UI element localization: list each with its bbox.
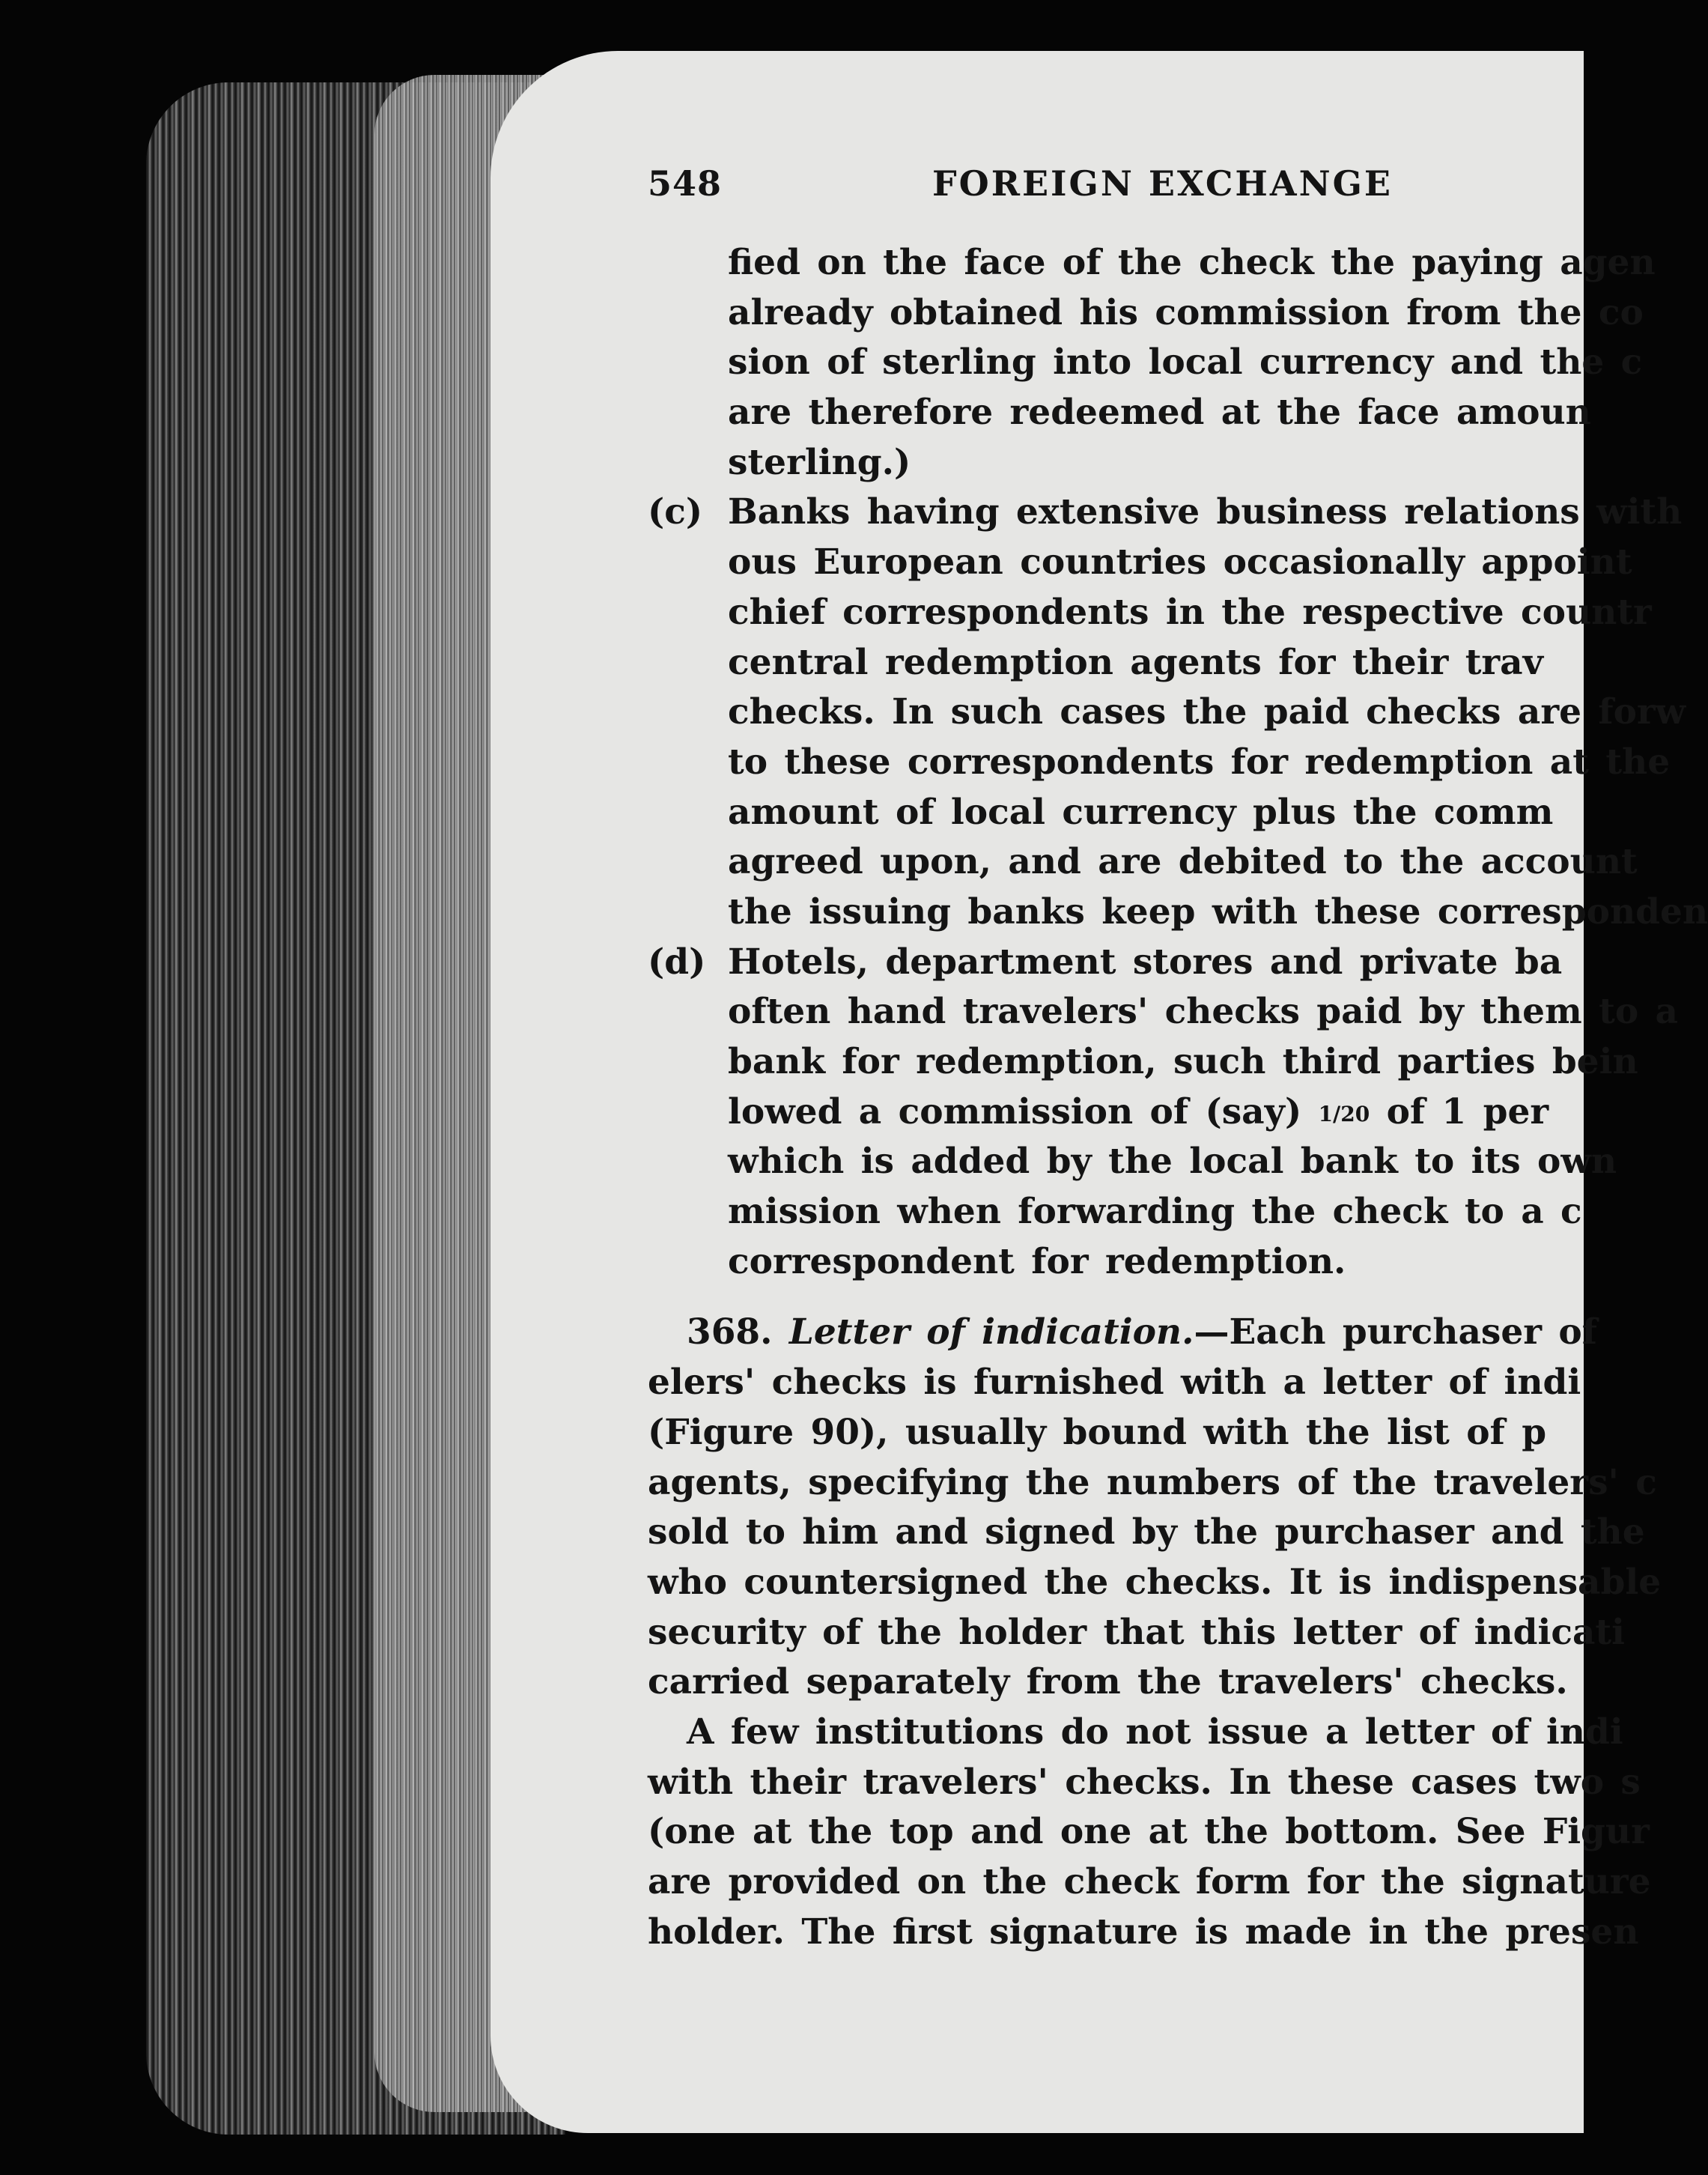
text-line: A few institutions do not issue a letter of indi	[687, 1711, 1623, 1753]
list-item-c-first-line: (c) Banks having extensive business relations with	[648, 488, 1696, 538]
section-title: Letter of indication.	[788, 1311, 1194, 1353]
text-line: sion of sterling into local currency and the c	[728, 342, 1643, 383]
text-line: agreed upon, and are debited to the account	[728, 841, 1638, 883]
text-line: holder. The first signature is made in the presen	[648, 1911, 1639, 1953]
text-line: are provided on the check form for the signature	[648, 1861, 1651, 1902]
text-line: security of the holder that this letter of indicati	[648, 1611, 1625, 1653]
text-line: sterling.)	[728, 441, 911, 483]
text-line: amount of local currency plus the comm	[728, 791, 1554, 833]
text-line: often hand travelers' checks paid by them to a	[728, 991, 1678, 1033]
text-line: checks. In such cases the paid checks are forw	[728, 691, 1686, 733]
page-number: 548	[648, 163, 723, 204]
text-line: (Figure 90), usually bound with the list of p	[648, 1411, 1547, 1453]
text-line: the issuing banks keep with these corresponden	[728, 891, 1708, 932]
text-line: correspondent for redemption.	[728, 1240, 1346, 1282]
text-line: which is added by the local bank to its own	[728, 1141, 1617, 1183]
text-line: already obtained his commission from the co	[728, 291, 1644, 333]
text-line: ous European countries occasionally appoint	[728, 542, 1632, 583]
text-line: who countersigned the checks. It is indispensable	[648, 1561, 1662, 1603]
text-line: (one at the top and one at the bottom. See Figur	[648, 1811, 1650, 1853]
section-number: 368.	[687, 1311, 773, 1353]
page-header	[648, 163, 1696, 216]
text-line: bank for redemption, such third parties bein	[728, 1041, 1638, 1082]
list-item-d-first-line: (d) Hotels, department stores and private ba	[648, 938, 1696, 988]
text-line: to these correspondents for redemption at the	[728, 741, 1671, 783]
text-line: carried separately from the travelers' checks.	[648, 1661, 1568, 1703]
text-line: chief correspondents in the respective countr	[728, 591, 1652, 633]
text-line: agents, specifying the numbers of the travelers' c	[648, 1461, 1657, 1503]
text-line: mission when forwarding the check to a c	[728, 1191, 1582, 1233]
section-heading-line: 368. Letter of indication.—Each purchaser of	[687, 1311, 1597, 1353]
text-line: elers' checks is furnished with a letter of indi	[648, 1362, 1581, 1404]
page-content	[648, 163, 1708, 1957]
list-marker-d: (d)	[648, 941, 706, 983]
list-marker-c: (c)	[648, 491, 703, 533]
book-page	[490, 51, 1708, 2133]
body-text	[648, 238, 1708, 1957]
text-line: with their travelers' checks. In these cases two s	[648, 1761, 1641, 1803]
text-line-with-fraction: lowed a commission of (say) 1/20 of 1 per	[728, 1090, 1549, 1132]
text-line: are therefore redeemed at the face amoun	[728, 392, 1591, 434]
paragraph-gap	[648, 1287, 1696, 1308]
text-line: central redemption agents for their trav	[728, 641, 1543, 683]
running-head: FOREIGN EXCHANGE	[932, 163, 1393, 204]
text-line: fied on the face of the check the paying agen	[728, 242, 1656, 283]
fraction: 1/20	[1318, 1101, 1370, 1126]
text-line: sold to him and signed by the purchaser and the	[648, 1511, 1645, 1553]
